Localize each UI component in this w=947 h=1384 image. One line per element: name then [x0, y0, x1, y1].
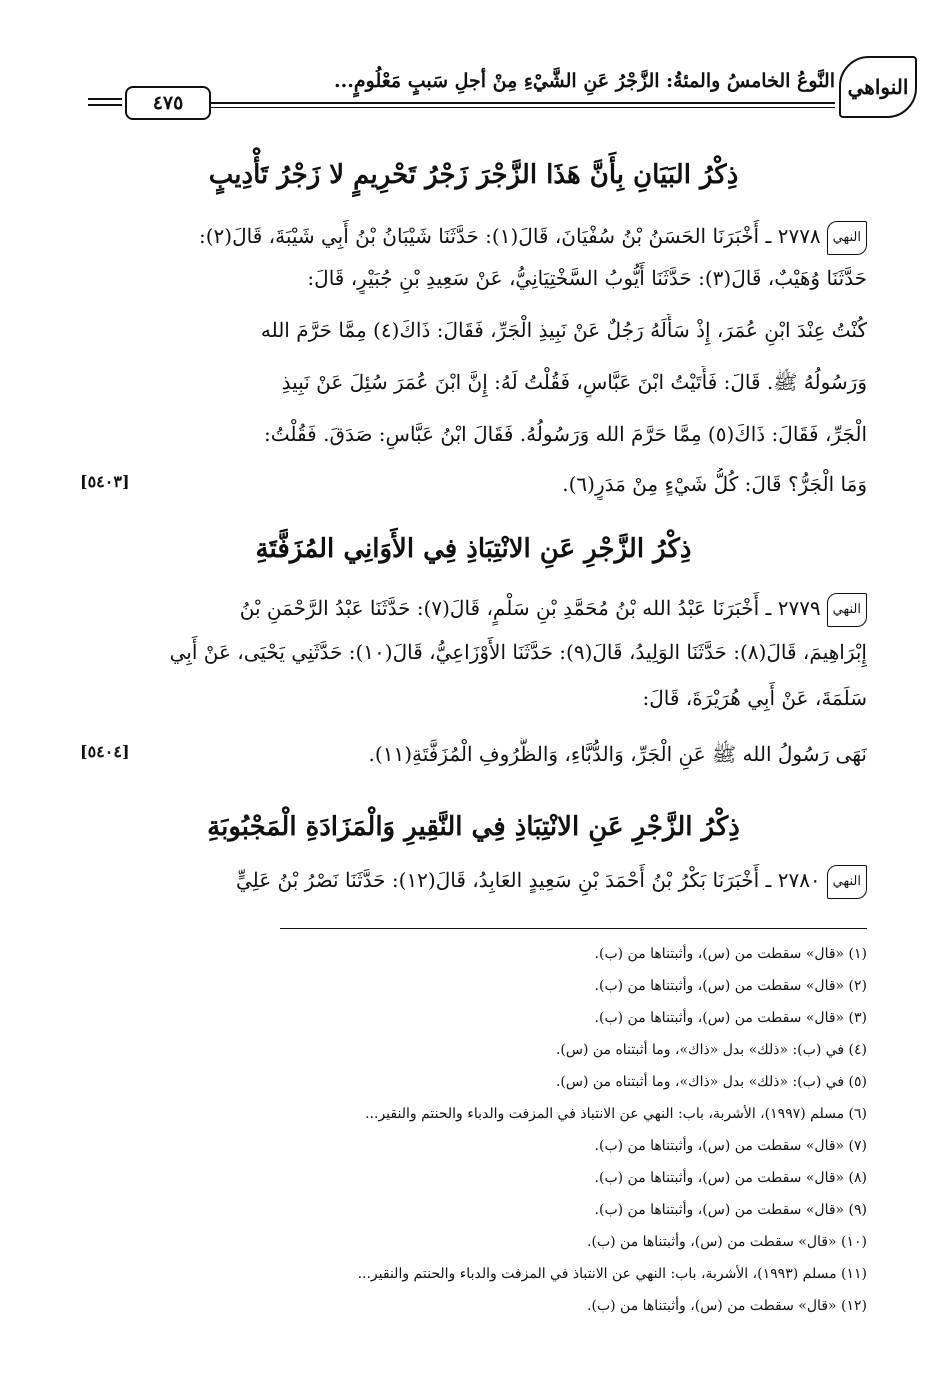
- hadith-badge: النهي: [827, 593, 867, 627]
- hadith-line: النهي٢٧٨٠ ـ أَخْبَرَنَا بَكْرُ بْنُ أَحْمَدَ بْنِ سَعِيدٍ العَابِدُ، قَالَ(١٢): حَدَّثَنَا نَصْرُ بْنُ عَلِيٍّ: [80, 864, 867, 899]
- hadith-line: النهي٢٧٧٨ ـ أَخْبَرَنَا الحَسَنُ بْنُ سُفْيَانَ، قَالَ(١): حَدَّثَنَا شَيْبَانُ بْنُ أَبِي شَيْبَةَ، قَالَ(٢):: [80, 220, 867, 255]
- header-rule-thin: [210, 107, 835, 108]
- header-rule-left: [88, 98, 122, 100]
- section-heading: ذِكْرُ البَيَانِ بِأَنَّ هَذَا الزَّجْرَ زَجْرُ تَحْرِيمٍ لا زَجْرُ تَأْدِيبٍ: [208, 160, 739, 190]
- running-title: النَّوعُ الخامسُ والمئةُ: الزَّجْرُ عَنِ الشَّيْءِ مِنْ أجلِ سَببٍ مَعْلُومٍ...: [334, 70, 835, 92]
- footnote: (٣) «قال» سقطت من (س)، وأثبتناها من (ب).: [594, 1010, 867, 1026]
- hadith-line: النهي٢٧٧٩ ـ أَخْبَرَنَا عَبْدُ الله بْنُ مُحَمَّدِ بْنِ سَلْمٍ، قَالَ(٧): حَدَّثَنَا عَبْدُ الرَّحْمَنِ بْنُ: [80, 592, 867, 627]
- footnote: (٩) «قال» سقطت من (س)، وأثبتناها من (ب).: [594, 1202, 867, 1218]
- footnote: (٢) «قال» سقطت من (س)، وأثبتناها من (ب).: [594, 978, 867, 994]
- hadith-line: إِبْرَاهِيمَ، قَالَ(٨): حَدَّثَنَا الوَلِيدُ، قَالَ(٩): حَدَّثَنَا الأَوْزَاعِيُّ، قَالَ(١٠): حَدَّثَنِي يَحْيَى، عَنْ أَبِي: [169, 640, 867, 664]
- chapter-ornament: النواهي: [839, 56, 917, 118]
- hadith-badge: النهي: [827, 865, 867, 899]
- hadith-line: سَلَمَةَ، عَنْ أَبِي هُرَيْرَةَ، قَالَ:: [642, 686, 867, 710]
- header-rule: [210, 102, 835, 104]
- section-heading: ذِكْرُ الزَّجْرِ عَنِ الانْتِبَاذِ فِي الأَوَانِي المُزَفَّتَةِ: [255, 534, 692, 564]
- hadith-line: الْجَرِّ، فَقَالَ: ذَاكَ(٥) مِمَّا حَرَّمَ الله وَرَسُولُهُ. فَقَالَ ابْنُ عَبَّاسٍ: صَدَقَ. فَقُلْتُ:: [264, 422, 867, 446]
- footnote: (٤) في (ب): «ذلك» بدل «ذاك»، وما أثبتناه من (س).: [555, 1042, 867, 1058]
- reference-number: [٥٤٠٣]: [80, 472, 130, 491]
- footnote: (٧) «قال» سقطت من (س)، وأثبتناها من (ب).: [594, 1138, 867, 1154]
- hadith-line: نَهَى رَسُولُ الله ﷺ عَنِ الْجَرِّ، وَالدُّبَّاءِ، وَالظُّرُوفِ الْمُزَفَّتَةِ(١١).: [368, 742, 867, 766]
- footnote: (١٢) «قال» سقطت من (س)، وأثبتناها من (ب).: [587, 1298, 867, 1314]
- hadith-badge: النهي: [827, 221, 867, 255]
- footnote: (١١) مسلم (١٩٩٣)، الأشربة، باب: النهي عن الانتباذ في المزفت والدباء والحنتم والنقير...: [357, 1266, 867, 1282]
- footnote: (١) «قال» سقطت من (س)، وأثبتناها من (ب).: [594, 946, 867, 962]
- hadith-line: كُنْتُ عِنْدَ ابْنِ عُمَرَ، إِذْ سَأَلَهُ رَجُلٌ عَنْ نَبِيذِ الْجَرِّ، فَقَالَ: ذَاكَ(٤) مِمَّا حَرَّمَ الله: [260, 318, 867, 342]
- hadith-line: حَدَّثَنَا وُهَيْبٌ، قَالَ(٣): حَدَّثَنَا أَيُّوبُ السَّخْتِيَانِيُّ، عَنْ سَعِيدِ بْنِ جُبَيْرٍ، قَالَ:: [307, 266, 867, 290]
- section-heading: ذِكْرُ الزَّجْرِ عَنِ الانْتِبَاذِ فِي النَّقِيرِ وَالْمَزَادَةِ الْمَجْبُوبَةِ: [207, 812, 740, 842]
- hadith-line: وَمَا الْجَرُّ؟ قَالَ: كُلُّ شَيْءٍ مِنْ مَدَرٍ(٦).: [562, 472, 867, 496]
- footnote: (٥) في (ب): «ذلك» بدل «ذاك»، وما أثبتناه من (س).: [555, 1074, 867, 1090]
- footnote: (١٠) «قال» سقطت من (س)، وأثبتناها من (ب).: [587, 1234, 867, 1250]
- footnote: (٦) مسلم (١٩٩٧)، الأشربة، باب: النهي عن الانتباذ في المزفت والدباء والحنتم والنقير...: [365, 1106, 867, 1122]
- reference-number: [٥٤٠٤]: [80, 742, 130, 761]
- header-rule-left-thin: [88, 104, 122, 106]
- hadith-line: وَرَسُولُهُ ﷺ. قَالَ: فَأَتَيْتُ ابْنَ عَبَّاسٍ، فَقُلْتُ لَهُ: إِنَّ ابْنَ عُمَرَ سُئِلَ عَنْ نَبِيذِ: [281, 370, 867, 394]
- footnote: (٨) «قال» سقطت من (س)، وأثبتناها من (ب).: [594, 1170, 867, 1186]
- page-number: ٤٧٥: [125, 86, 211, 120]
- footnote-separator: [280, 928, 867, 929]
